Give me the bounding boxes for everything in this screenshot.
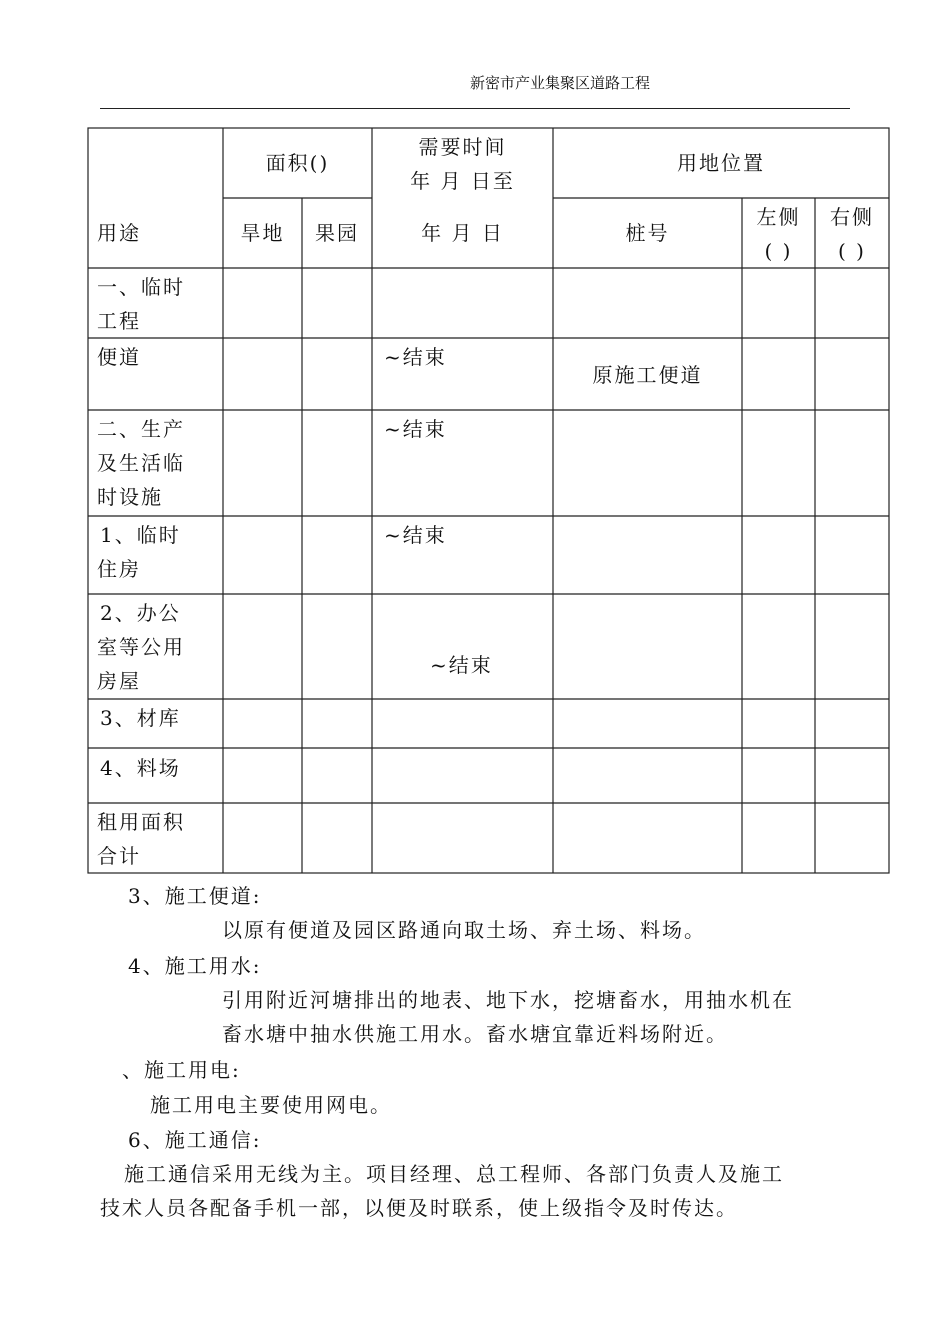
head-right-side-unit: ( ): [838, 239, 866, 263]
section-4-text-1: 引用附近河塘排出的地表、地下水，挖塘畜水，用抽水机在: [222, 988, 794, 1012]
row-temp-works-label: 一、临时: [97, 275, 185, 299]
row-office-label-3: 房屋: [97, 669, 141, 693]
header-title: 新密市产业集聚区道路工程: [470, 74, 651, 92]
row-housing-label-2: 住房: [97, 557, 141, 581]
head-time-line3: 年 月 日: [421, 221, 504, 245]
head-time-line1: 需要时间: [418, 135, 507, 159]
row-material-store-label: 3、材库: [100, 706, 181, 730]
section-4-text-2: 畜水塘中抽水供施工用水。畜水塘宜靠近料场附近。: [222, 1022, 728, 1046]
head-dry-land: 旱地: [240, 221, 285, 245]
section-4-title: 4、施工用水:: [128, 954, 262, 978]
section-5-text: 施工用电主要使用网电。: [150, 1093, 392, 1117]
row-total-label: 租用面积: [97, 810, 185, 834]
row-facilities-time: ~结束: [384, 417, 447, 441]
head-left-side-unit: ( ): [764, 239, 793, 263]
row-total-label-2: 合计: [97, 844, 141, 868]
row-office-label: 2、办公: [100, 601, 181, 625]
row-facilities-label-2: 及生活临: [97, 451, 185, 475]
row-housing-label: 1、临时: [100, 523, 181, 547]
head-location: 用地位置: [677, 151, 765, 175]
section-5-title: 、施工用电:: [122, 1058, 241, 1082]
head-area: 面积(): [265, 151, 330, 175]
row-facilities-label: 二、生产: [97, 417, 185, 441]
row-access-road-time: ~结束: [384, 345, 447, 369]
head-time-line2: 年 月 日至: [410, 169, 515, 193]
section-3-text: 以原有便道及园区路通向取土场、弃土场、料场。: [222, 918, 706, 942]
head-use: 用途: [97, 221, 141, 245]
row-facilities-label-3: 时设施: [97, 485, 163, 509]
section-6-text-2: 技术人员各配备手机一部，以便及时联系，使上级指令及时传达。: [100, 1196, 738, 1220]
row-temp-works-label-2: 工程: [97, 309, 141, 333]
row-housing-time: ~结束: [384, 523, 447, 547]
section-6-text-1: 施工通信采用无线为主。项目经理、总工程师、各部门负责人及施工: [124, 1162, 784, 1186]
row-access-road-stake: 原施工便道: [592, 363, 703, 387]
section-6-title: 6、施工通信:: [128, 1128, 262, 1152]
head-left-side: 左侧: [756, 205, 801, 229]
head-orchard: 果园: [315, 221, 359, 245]
row-material-yard-label: 4、料场: [100, 756, 181, 780]
row-office-label-2: 室等公用: [97, 635, 185, 659]
head-stake: 桩号: [625, 221, 670, 245]
row-office-time: ~结束: [430, 653, 493, 677]
row-access-road-label: 便道: [97, 345, 141, 369]
section-3-title: 3、施工便道:: [128, 884, 262, 908]
head-right-side: 右侧: [830, 205, 874, 229]
